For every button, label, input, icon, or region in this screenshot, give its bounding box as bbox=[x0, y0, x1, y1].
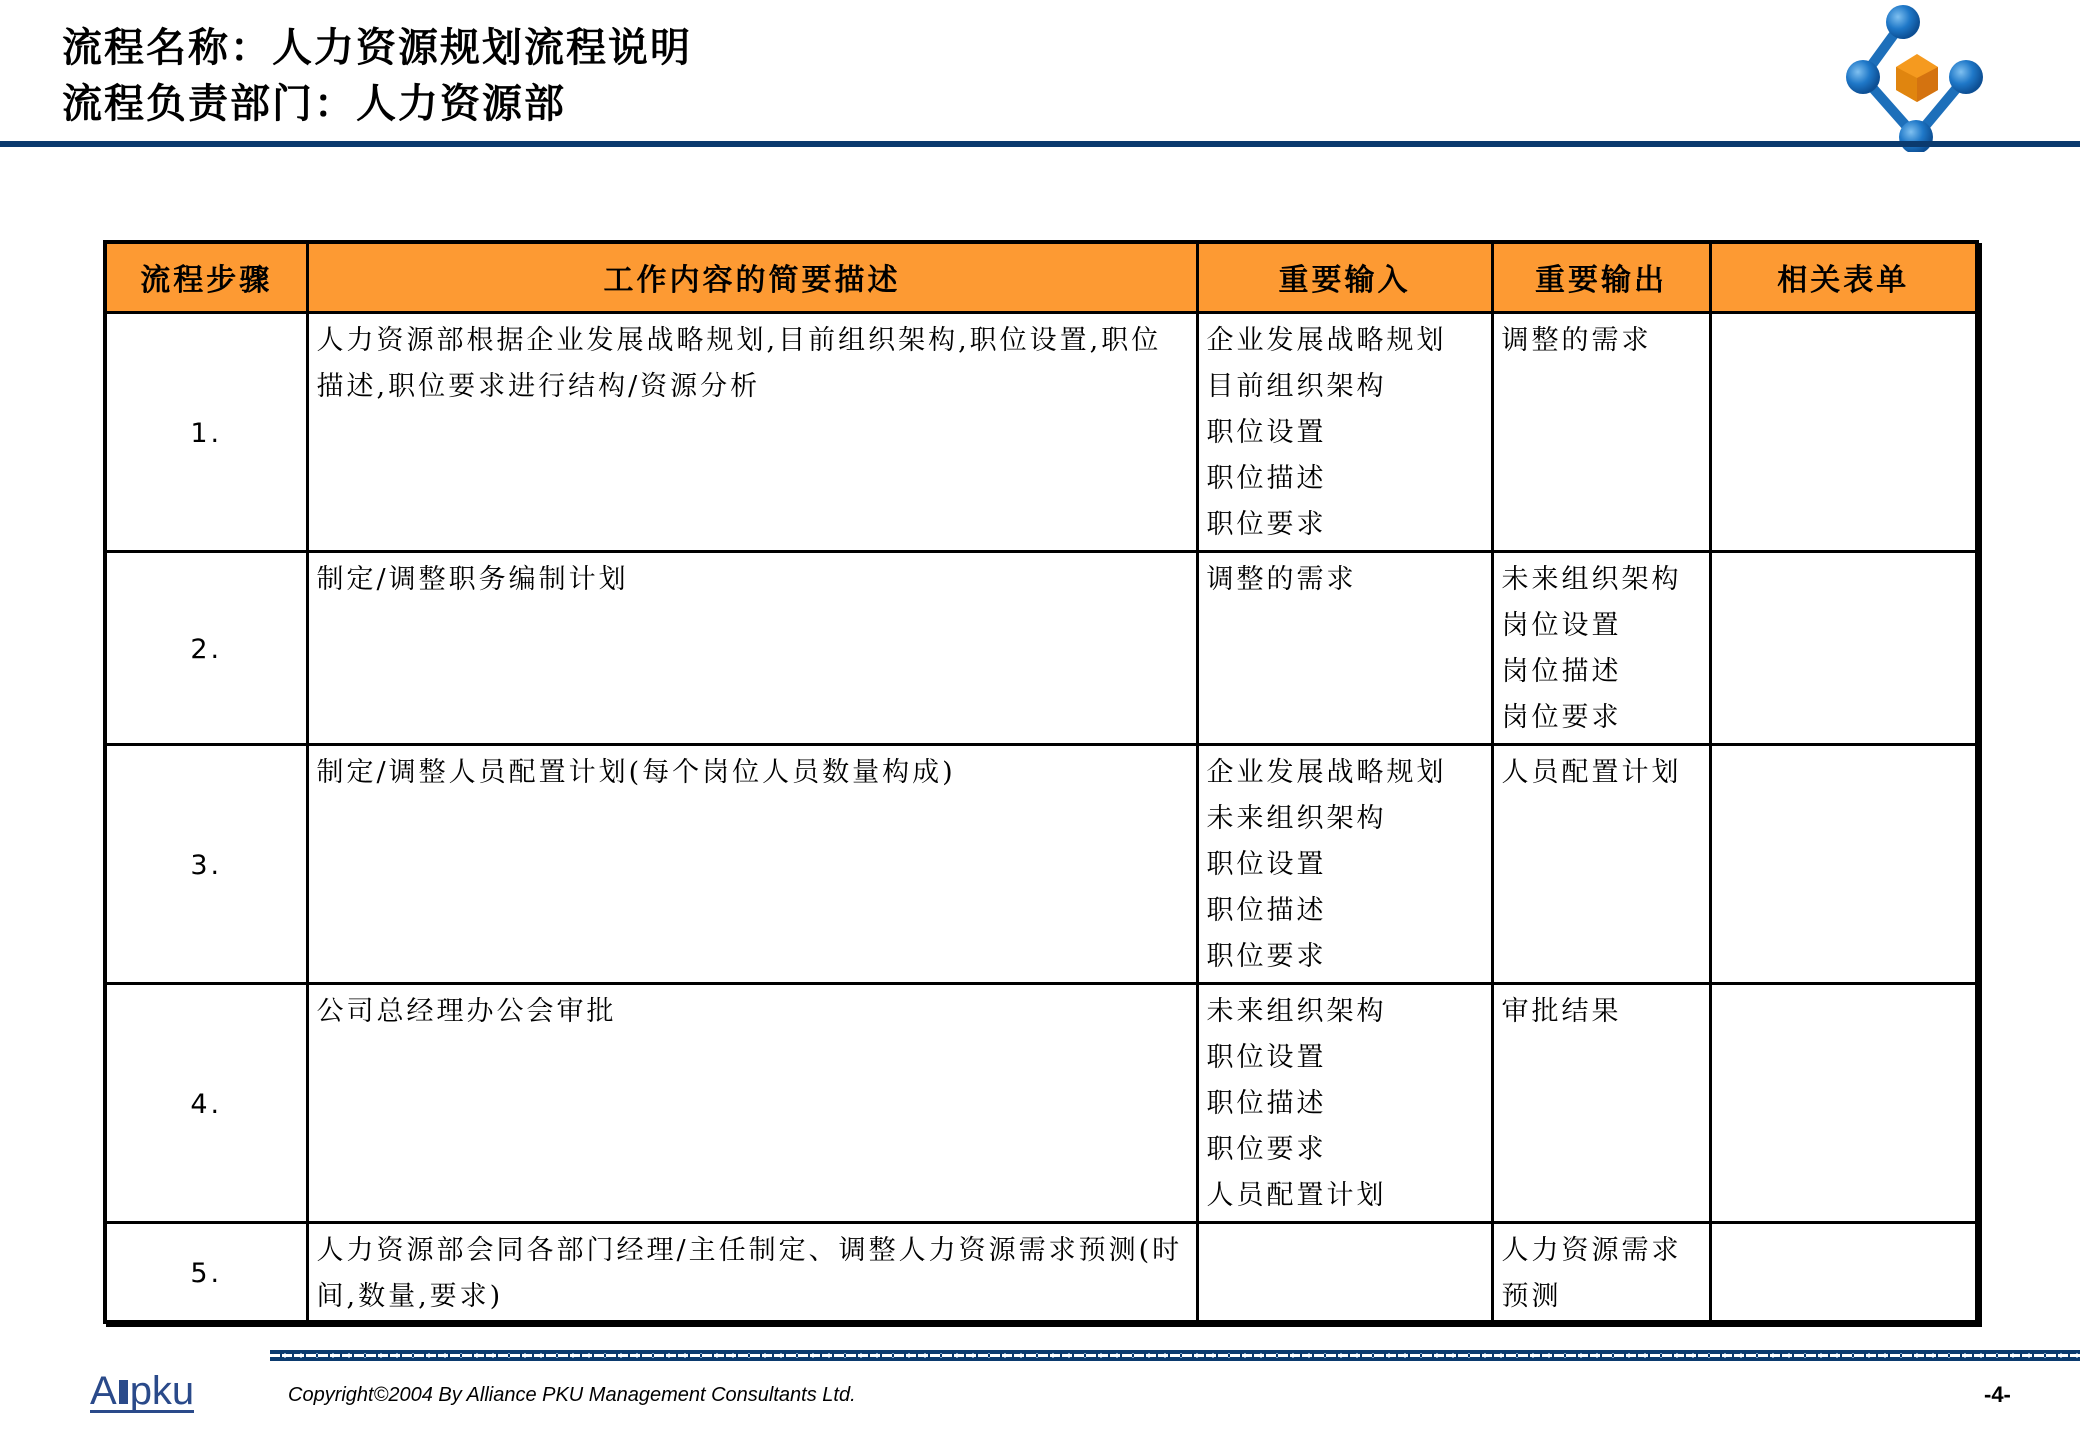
input-item: 企业发展战略规划 bbox=[1206, 324, 1447, 356]
step-inputs bbox=[1197, 551, 1492, 744]
table-row bbox=[105, 312, 1977, 551]
page-number: -4- bbox=[1984, 1382, 2011, 1407]
step-inputs bbox=[1197, 312, 1492, 551]
copyright-text: Copyright©2004 By Alliance PKU Management Consultants Ltd. bbox=[288, 1384, 856, 1406]
step-inputs bbox=[1197, 1222, 1492, 1322]
input-item: 调整的需求 bbox=[1206, 563, 1357, 595]
step-description: 人力资源部会同各部门经理/主任制定、调整人力资源需求预测(时间,数量,要求) bbox=[307, 1222, 1197, 1322]
table-row bbox=[105, 1222, 1977, 1322]
step-number: 4. bbox=[105, 983, 307, 1222]
input-item: 目前组织架构 bbox=[1206, 370, 1387, 402]
logo-letter-a: A bbox=[90, 1369, 117, 1413]
logo-letters-pku: pku bbox=[129, 1369, 195, 1413]
step-inputs bbox=[1197, 983, 1492, 1222]
column-header-description: 工作内容的简要描述 bbox=[307, 242, 1197, 312]
input-item: 职位要求 bbox=[1206, 508, 1327, 540]
step-outputs bbox=[1492, 744, 1710, 983]
step-outputs bbox=[1492, 312, 1710, 551]
step-outputs bbox=[1492, 983, 1710, 1222]
step-description: 人力资源部根据企业发展战略规划,目前组织架构,职位设置,职位描述,职位要求进行结构/资源分析 bbox=[307, 312, 1197, 551]
table-row bbox=[105, 551, 1977, 744]
step-outputs: 人力资源需求预测 bbox=[1492, 1222, 1710, 1322]
input-item: 职位设置 bbox=[1206, 848, 1327, 880]
step-number: 3. bbox=[105, 744, 307, 983]
responsible-department-title: 流程负责部门：人力资源部 bbox=[62, 81, 566, 127]
step-forms bbox=[1710, 312, 1977, 551]
step-description: 制定/调整职务编制计划 bbox=[307, 551, 1197, 744]
table-header-row bbox=[105, 242, 1977, 312]
column-header-forms: 相关表单 bbox=[1710, 242, 1977, 312]
step-outputs bbox=[1492, 551, 1710, 744]
process-name-title: 流程名称：人力资源规划流程说明 bbox=[62, 25, 692, 71]
step-inputs bbox=[1197, 744, 1492, 983]
step-forms bbox=[1710, 744, 1977, 983]
footer-divider bbox=[270, 1350, 2080, 1361]
input-item: 未来组织架构 bbox=[1206, 995, 1387, 1027]
input-item: 职位要求 bbox=[1206, 940, 1327, 972]
table-row bbox=[105, 983, 1977, 1222]
input-item: 职位设置 bbox=[1206, 416, 1327, 448]
input-item: 职位描述 bbox=[1206, 1087, 1327, 1119]
output-item: 未来组织架构 bbox=[1501, 563, 1682, 595]
input-item: 职位设置 bbox=[1206, 1041, 1327, 1073]
step-number: 1. bbox=[105, 312, 307, 551]
step-forms bbox=[1710, 1222, 1977, 1322]
output-item: 调整的需求 bbox=[1501, 324, 1652, 356]
step-number: 2. bbox=[105, 551, 307, 744]
output-item: 岗位描述 bbox=[1501, 655, 1622, 687]
header-divider bbox=[0, 141, 2080, 147]
logo-bar-icon bbox=[119, 1380, 128, 1404]
column-header-step: 流程步骤 bbox=[105, 242, 307, 312]
step-forms bbox=[1710, 983, 1977, 1222]
column-header-outputs: 重要输出 bbox=[1492, 242, 1710, 312]
output-item: 岗位要求 bbox=[1501, 701, 1622, 733]
column-header-inputs: 重要输入 bbox=[1197, 242, 1492, 312]
step-forms bbox=[1710, 551, 1977, 744]
input-item: 未来组织架构 bbox=[1206, 802, 1387, 834]
input-item: 企业发展战略规划 bbox=[1206, 756, 1447, 788]
output-item: 人员配置计划 bbox=[1501, 756, 1682, 788]
output-item: 审批结果 bbox=[1501, 995, 1622, 1027]
process-table-container bbox=[103, 240, 1975, 1324]
process-table bbox=[103, 240, 1979, 1324]
alpku-logo bbox=[90, 1369, 195, 1413]
input-item: 职位描述 bbox=[1206, 462, 1327, 494]
table-row bbox=[105, 744, 1977, 983]
molecule-logo-icon bbox=[1838, 2, 1998, 152]
step-description: 制定/调整人员配置计划(每个岗位人员数量构成) bbox=[307, 744, 1197, 983]
input-item: 职位描述 bbox=[1206, 894, 1327, 926]
title-block bbox=[62, 20, 692, 132]
step-number: 5. bbox=[105, 1222, 307, 1322]
output-item: 岗位设置 bbox=[1501, 609, 1622, 641]
input-item: 人员配置计划 bbox=[1206, 1179, 1387, 1211]
step-description: 公司总经理办公会审批 bbox=[307, 983, 1197, 1222]
input-item: 职位要求 bbox=[1206, 1133, 1327, 1165]
